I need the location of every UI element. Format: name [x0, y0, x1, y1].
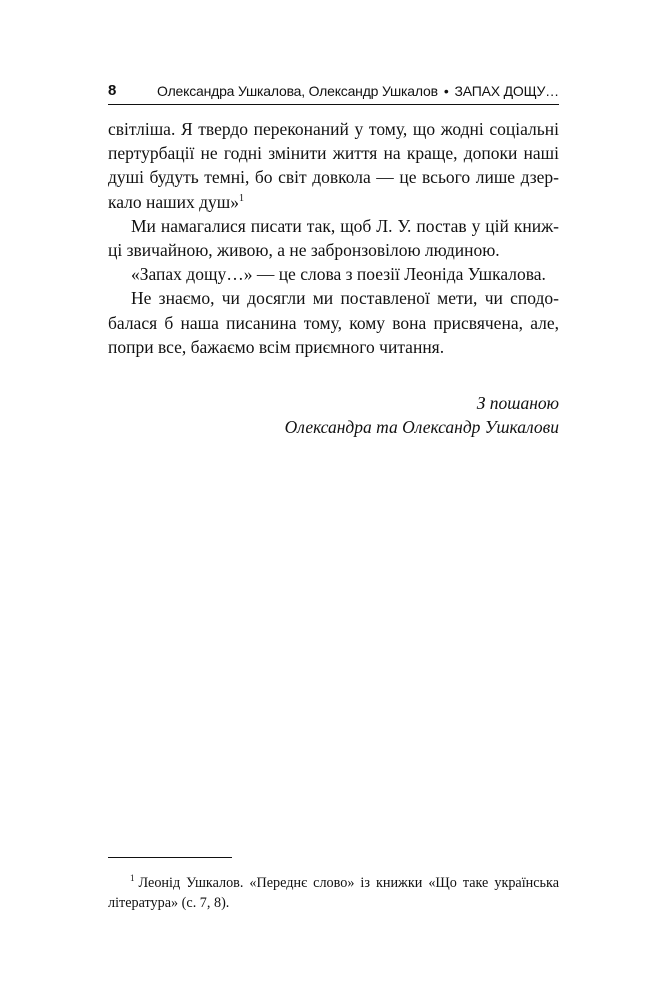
footnote: [108, 873, 559, 913]
body-text: [108, 117, 559, 359]
header-title-block: [157, 80, 559, 102]
footnote-rule: [108, 857, 232, 858]
body-line: пертурбації не годні змінити життя на краще, допоки наші: [108, 143, 559, 164]
signature: [108, 391, 559, 439]
body-line: світліша. Я твердо переконаний у тому, що жодні соціальні: [108, 119, 559, 139]
header-book-title: ЗАПАХ ДОЩУ…: [454, 83, 559, 99]
footnote-reference[interactable]: 1: [239, 192, 244, 204]
footnote-marker: 1: [130, 873, 135, 884]
body-line: кало наших душ»: [108, 191, 239, 212]
footnote-line: [108, 873, 559, 893]
signature-names: Олександра та Олександр Ушкалови: [284, 417, 559, 438]
footnote-text: Леонід Ушкалов. «Переднє слово» із книжки «Що таке українська: [138, 875, 559, 891]
signature-greeting: З пошаною: [476, 393, 559, 413]
header-authors: Олександра Ушкалова, Олександр Ушкалов: [157, 83, 438, 99]
body-line-with-footnote: [108, 190, 559, 214]
page-number: 8: [108, 82, 117, 99]
body-line: Не знаємо, чи досягли ми поставленої мети, чи сподо-: [131, 288, 559, 309]
header-separator: •: [443, 83, 449, 99]
body-line: балася б наша писанина тому, кому вона присвячена, але,: [108, 312, 559, 333]
body-line: душі будуть темні, бо світ довкола — це всього лише дзер-: [108, 167, 559, 188]
body-line: ці звичайною, живою, а не забронзовілою людиною.: [108, 240, 500, 261]
header-rule: [108, 104, 559, 105]
footnote-line: література» (с. 7, 8).: [108, 895, 230, 911]
running-header: [108, 80, 559, 102]
body-line: «Запах дощу…» — це слова з поезії Леоніда Ушкалова.: [131, 264, 546, 285]
body-line: попри все, бажаємо всім приємного читання.: [108, 336, 445, 357]
body-line: Ми намагалися писати так, щоб Л. У. постав у цій книж-: [131, 215, 559, 236]
